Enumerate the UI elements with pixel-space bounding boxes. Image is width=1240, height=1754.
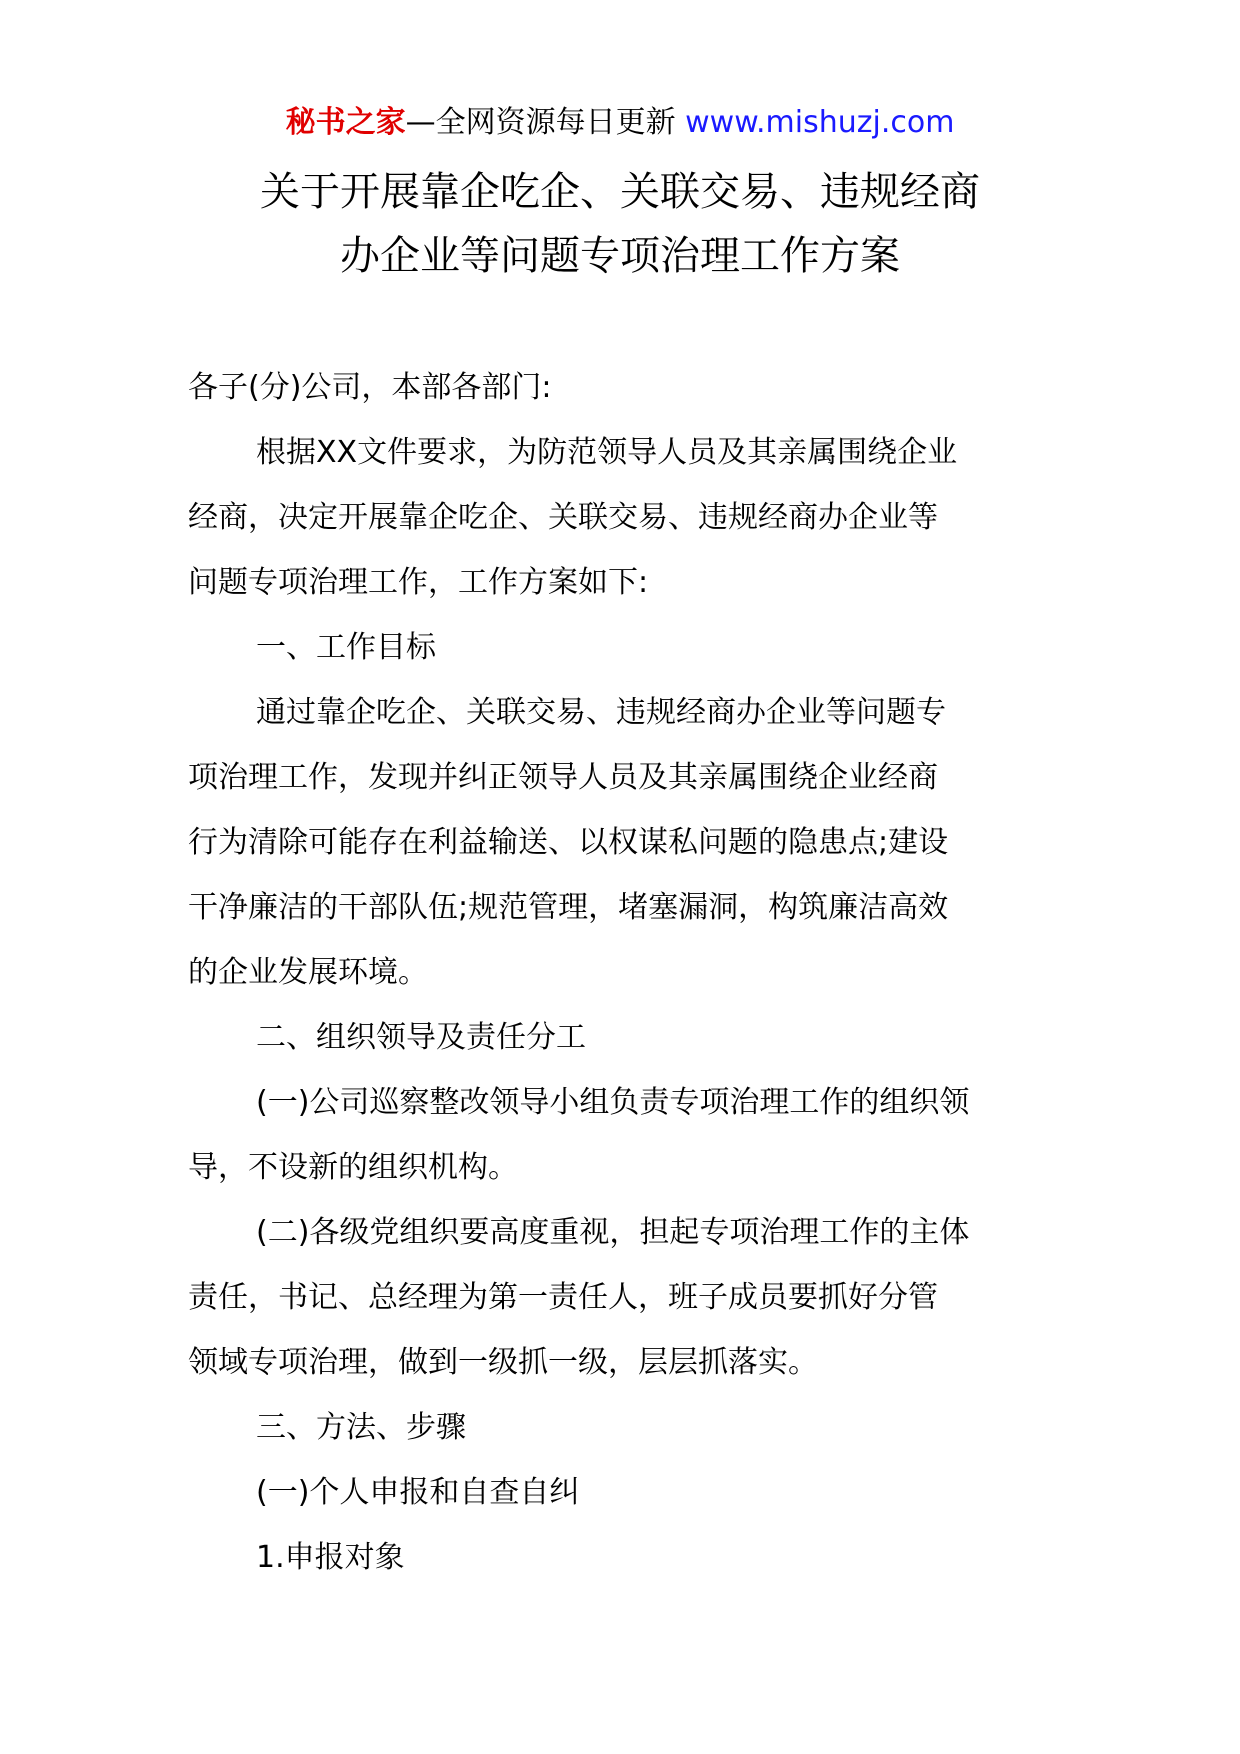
paragraph-line: 导，不设新的组织机构。 xyxy=(188,1150,518,1185)
paragraph-line: 经商，决定开展靠企吃企、关联交易、违规经商办企业等 xyxy=(188,500,938,535)
section-heading: 一、工作目标 xyxy=(256,630,436,665)
section-heading: 二、组织领导及责任分工 xyxy=(256,1020,586,1055)
paragraph-line: 问题专项治理工作，工作方案如下: xyxy=(188,565,649,600)
paragraph-line: 责任，书记、总经理为第一责任人，班子成员要抓好分管 xyxy=(188,1280,938,1315)
site-banner xyxy=(0,100,1240,146)
paragraph-line: 行为清除可能存在利益输送、以权谋私问题的隐患点;建设 xyxy=(188,825,949,860)
salutation: 各子(分)公司，本部各部门: xyxy=(188,370,552,405)
document-title xyxy=(0,160,1240,288)
paragraph-line: 项治理工作，发现并纠正领导人员及其亲属围绕企业经商 xyxy=(188,760,938,795)
paragraph-line: 通过靠企吃企、关联交易、违规经商办企业等问题专 xyxy=(256,695,946,730)
paragraph-line: 根据XX文件要求，为防范领导人员及其亲属围绕企业 xyxy=(256,435,958,470)
title-line: 关于开展靠企吃企、关联交易、违规经商 xyxy=(260,169,980,215)
document-body xyxy=(188,355,1058,1590)
paragraph-line: 的企业发展环境。 xyxy=(188,955,428,990)
paragraph-line: (二)各级党组织要高度重视，担起专项治理工作的主体 xyxy=(256,1215,970,1250)
subsection-heading: (一)个人申报和自查自纠 xyxy=(256,1475,580,1510)
paragraph-line: 领域专项治理，做到一级抓一级，层层抓落实。 xyxy=(188,1345,818,1380)
banner-tagline: —全网资源每日更新 xyxy=(405,105,686,140)
section-heading: 三、方法、步骤 xyxy=(256,1410,466,1445)
item-heading: 1.申报对象 xyxy=(256,1540,405,1575)
title-line: 办企业等问题专项治理工作方案 xyxy=(340,233,900,279)
paragraph-line: (一)公司巡察整改领导小组负责专项治理工作的组织领 xyxy=(256,1085,970,1120)
site-url-link[interactable]: www.mishuzj.com xyxy=(685,105,955,140)
brand-name: 秘书之家 xyxy=(285,105,406,140)
paragraph-line: 干净廉洁的干部队伍;规范管理，堵塞漏洞，构筑廉洁高效 xyxy=(188,890,949,925)
